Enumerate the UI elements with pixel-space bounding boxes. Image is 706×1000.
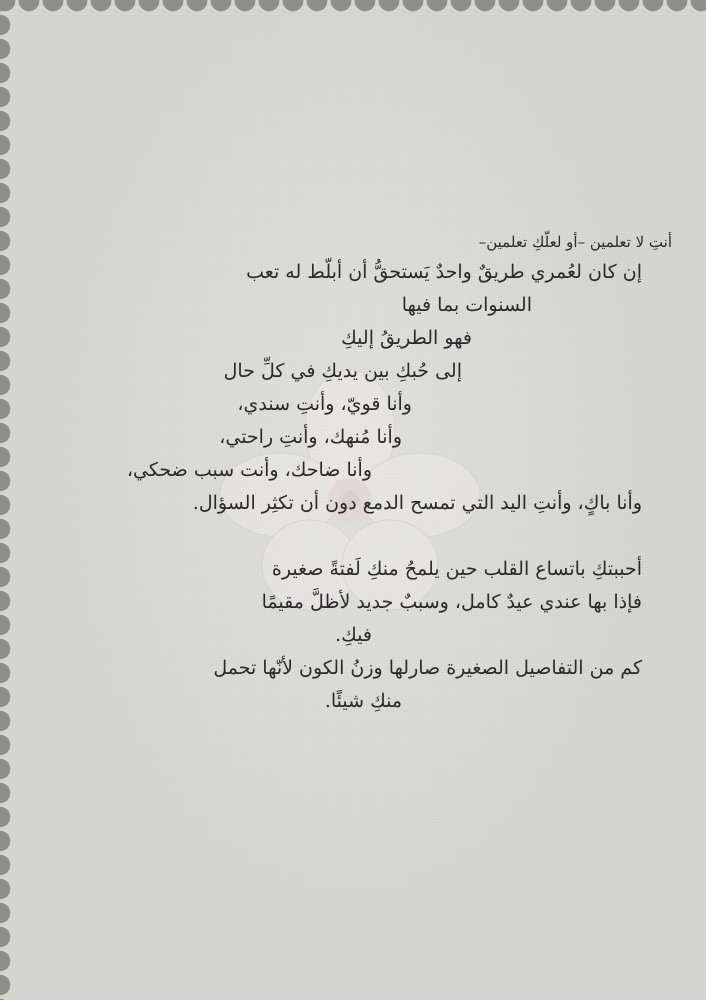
verse-line: فإذا بها عندي عيدٌ كامل، وسببٌ جديد لأظلَّ مقيمًا [261,591,642,613]
verse-line: وأنا ضاحك، وأنت سبب ضحكي، [126,459,372,481]
verse-line: أحببتكِ باتساع القلب حين يلمحُ منكِ لَفتةً صغيرة [271,558,642,580]
verse-line: السنوات بما فيها [401,294,532,316]
poem [40,228,672,718]
verse-line: وأنا قويّ، وأنتِ سندي، [237,393,412,415]
verse-line: كم من التفاصيل الصغيرة صارلها وزنُ الكون لأنّها تحمل [213,657,642,679]
verse-line: إن كان لعُمري طريقٌ واحدٌ يَستحقُّ أن أبلّط له تعب [246,261,642,283]
perforated-left-edge [0,0,11,1000]
perforated-top-edge [0,0,706,12]
verse-line: فهو الطريقُ إليكِ [341,327,472,349]
stanza-gap [40,520,672,553]
verse-line: فيكِ. [335,624,372,646]
poem-intro: أنتِ لا تعلمين –أو لعلّكِ تعلمين– [478,233,672,251]
verse-line: وأنا باكٍ، وأنتِ اليد التي تمسح الدمع دون أن تكثِر السؤال. [192,492,642,514]
verse-line: إلى حُبكِ بين يديكِ في كلِّ حال [223,360,462,382]
verse-line: منكِ شيئًا. [324,690,402,712]
verse-line: وأنا مُنهك، وأنتِ راحتي، [219,426,402,448]
